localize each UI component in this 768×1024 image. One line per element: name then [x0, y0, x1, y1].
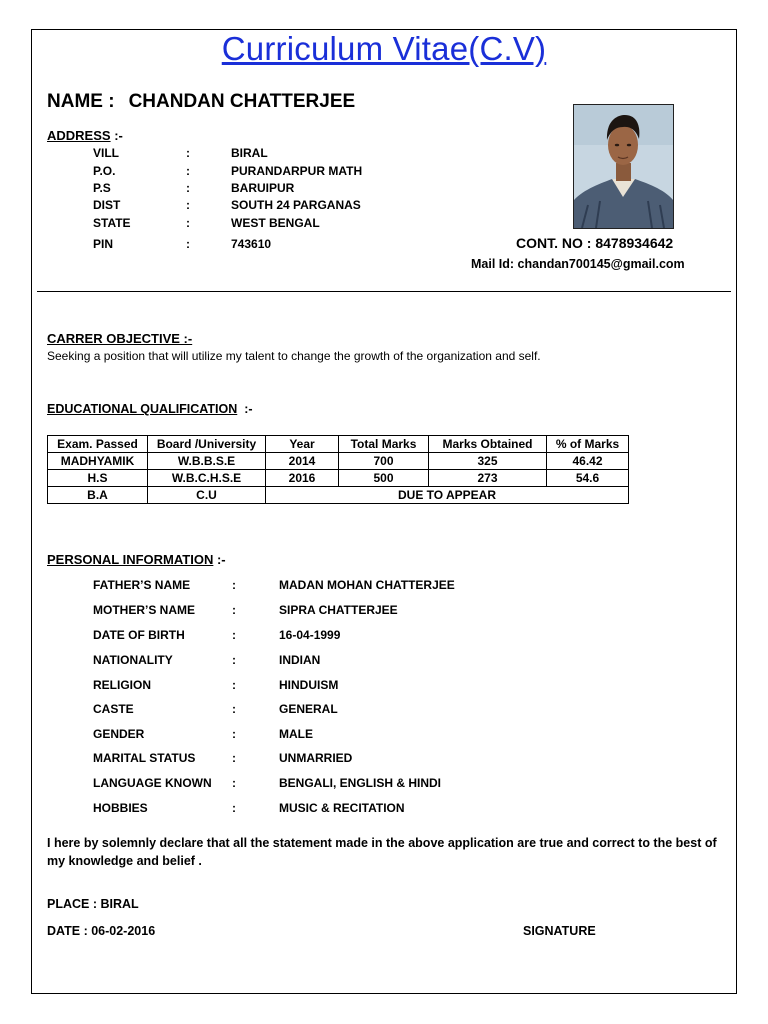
personal-row	[0, 702, 768, 720]
personal-label: MOTHER’S NAME	[93, 603, 195, 617]
date-line: DATE : 06-02-2016	[47, 924, 156, 938]
address-sep: :	[186, 237, 190, 251]
table-cell: 325	[429, 453, 547, 470]
table-cell: W.B.B.S.E	[148, 453, 266, 470]
personal-sep: :	[232, 702, 236, 716]
name-value: CHANDAN CHATTERJEE	[128, 91, 356, 112]
column-header: Board /University	[148, 436, 266, 453]
personal-row	[0, 653, 768, 671]
personal-row	[0, 603, 768, 621]
personal-value: INDIAN	[279, 653, 321, 667]
name-label: NAME :	[47, 91, 115, 112]
personal-row	[0, 678, 768, 696]
personal-value: UNMARRIED	[279, 751, 353, 765]
address-sep: :	[186, 198, 190, 212]
address-heading-text: ADDRESS	[47, 128, 111, 143]
address-label: VILL	[93, 146, 119, 160]
personal-sep: :	[232, 727, 236, 741]
personal-sep: :	[232, 603, 236, 617]
table-row	[48, 487, 629, 504]
mail-id[interactable]: Mail Id: chandan700145@gmail.com	[471, 257, 685, 271]
address-sep: :	[186, 164, 190, 178]
column-header: Marks Obtained	[429, 436, 547, 453]
column-header: Total Marks	[339, 436, 429, 453]
address-heading	[47, 128, 123, 143]
personal-sep: :	[232, 801, 236, 815]
table-cell: W.B.C.H.S.E	[148, 470, 266, 487]
page-title: Curriculum Vitae(C.V)	[221, 30, 547, 67]
table-cell: 273	[429, 470, 547, 487]
table-cell: 2016	[266, 470, 339, 487]
personal-sep: :	[232, 628, 236, 642]
contact-number: CONT. NO : 8478934642	[516, 235, 674, 251]
personal-heading	[47, 552, 226, 567]
personal-row	[0, 628, 768, 646]
table-cell: C.U	[148, 487, 266, 504]
personal-value: 16-04-1999	[279, 628, 341, 642]
personal-value: MADAN MOHAN CHATTERJEE	[279, 578, 455, 592]
objective-heading	[47, 331, 192, 346]
personal-label: NATIONALITY	[93, 653, 173, 667]
address-sep: :	[186, 216, 190, 230]
address-value: 743610	[231, 237, 272, 251]
column-header: Exam. Passed	[48, 436, 148, 453]
personal-row	[0, 727, 768, 745]
personal-label: GENDER	[93, 727, 145, 741]
address-value: BIRAL	[231, 146, 268, 160]
table-cell-merged: DUE TO APPEAR	[266, 487, 629, 504]
personal-heading-text: PERSONAL INFORMATION	[47, 552, 214, 567]
table-cell: 500	[339, 470, 429, 487]
table-cell: MADHYAMIK	[48, 453, 148, 470]
education-heading	[47, 402, 253, 416]
signature-label: SIGNATURE	[523, 924, 596, 938]
address-label: DIST	[93, 198, 121, 212]
table-row	[48, 453, 629, 470]
address-label: STATE	[93, 216, 131, 230]
column-header: Year	[266, 436, 339, 453]
address-label: P.S	[93, 181, 111, 195]
table-header-row	[48, 436, 629, 453]
personal-sep: :	[232, 776, 236, 790]
address-value: WEST BENGAL	[231, 216, 320, 230]
table-cell: 700	[339, 453, 429, 470]
personal-label: LANGUAGE KNOWN	[93, 776, 212, 790]
personal-row	[0, 578, 768, 596]
education-heading-text: EDUCATIONAL QUALIFICATION	[47, 402, 238, 416]
table-cell: 2014	[266, 453, 339, 470]
place-line: PLACE : BIRAL	[47, 897, 139, 911]
table-cell: 54.6	[547, 470, 629, 487]
personal-label: MARITAL STATUS	[93, 751, 196, 765]
personal-value: BENGALI, ENGLISH & HINDI	[279, 776, 442, 790]
personal-label: CASTE	[93, 702, 134, 716]
address-value: BARUIPUR	[231, 181, 295, 195]
profile-photo	[573, 104, 674, 229]
declaration-text: I here by solemnly declare that all the statement made in the above application are true and correct to the best of my knowledge and belief .	[47, 836, 717, 868]
personal-row	[0, 751, 768, 769]
education-table	[47, 435, 629, 504]
personal-value: GENERAL	[279, 702, 338, 716]
personal-label: RELIGION	[93, 678, 152, 692]
personal-label: HOBBIES	[93, 801, 148, 815]
personal-value: MUSIC & RECITATION	[279, 801, 405, 815]
personal-label: DATE OF BIRTH	[93, 628, 185, 642]
address-label: P.O.	[93, 164, 116, 178]
table-cell: B.A	[48, 487, 148, 504]
address-label: PIN	[93, 237, 114, 251]
profile-photo-illustration	[574, 105, 673, 228]
personal-sep: :	[232, 653, 236, 667]
personal-sep: :	[232, 751, 236, 765]
address-sep: :	[186, 146, 190, 160]
personal-row	[0, 776, 768, 794]
column-header: % of Marks	[547, 436, 629, 453]
table-row	[48, 470, 629, 487]
address-value: SOUTH 24 PARGANAS	[231, 198, 361, 212]
table-cell: 46.42	[547, 453, 629, 470]
personal-row	[0, 801, 768, 819]
personal-sep: :	[232, 678, 236, 692]
address-sep: :	[186, 181, 190, 195]
personal-value: HINDUISM	[279, 678, 339, 692]
personal-value: SIPRA CHATTERJEE	[279, 603, 398, 617]
personal-label: FATHER’S NAME	[93, 578, 191, 592]
address-heading-suffix: :-	[110, 128, 123, 143]
objective-text: Seeking a position that will utilize my talent to change the growth of the organization and self.	[47, 349, 541, 363]
personal-value: MALE	[279, 727, 313, 741]
table-cell: H.S	[48, 470, 148, 487]
personal-heading-suffix: :-	[213, 552, 226, 567]
address-value: PURANDARPUR MATH	[231, 164, 363, 178]
objective-heading-text: CARRER OBJECTIVE :-	[47, 331, 193, 346]
education-heading-suffix: :-	[237, 402, 253, 416]
name-row	[47, 91, 355, 113]
divider-line	[37, 291, 731, 292]
personal-sep: :	[232, 578, 236, 592]
